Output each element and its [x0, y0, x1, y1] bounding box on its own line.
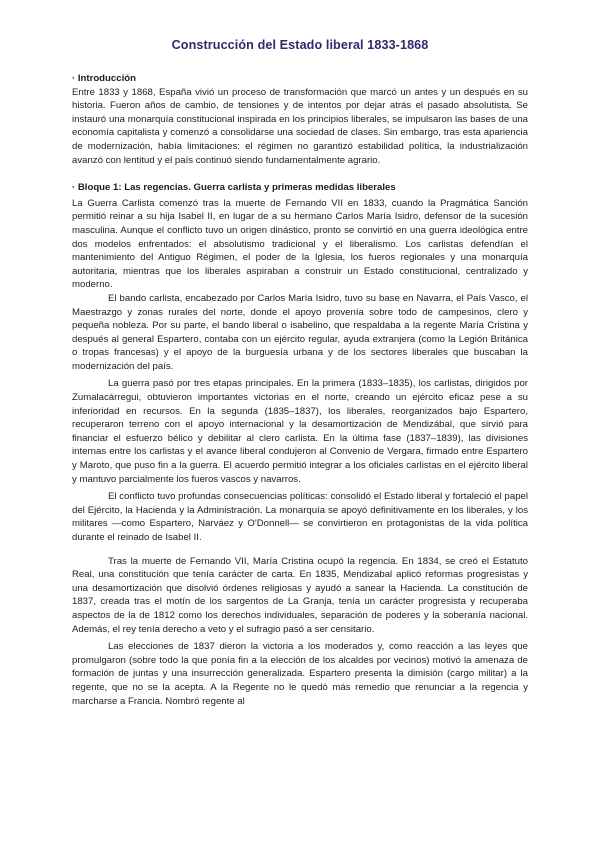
block1-heading: · Bloque 1: Las regencias. Guerra carlista y primeras medidas liberales [72, 182, 396, 194]
intro-heading: · Introducción [72, 73, 136, 84]
body-paragraph-4: El conflicto tuvo profundas consecuencias políticas: consolidó el Estado liberal y fortaleció el papel del Ejército, la Hacienda y la Administración. La monarquía se apoyó definitivamente en los liberales, y los militares —como Espartero, Narváez y O'Donnell— se convirtieron en protagonistas de la vida política durante el reinado de Isabel II. [72, 491, 528, 543]
body-paragraph-1: La Guerra Carlista comenzó tras la muerte de Fernando VII en 1833, cuando la Pragmática Sanción permitió reinar a su hija Isabel II, en lugar de a su hermano Carlos María Isidro, defensor de la sucesión masculina. Aunque el conflicto tuvo un origen dinástico, pronto se convirtió en una guerra ideológica entre dos modelos enfrentados: el absolutismo tradicional y el liberalismo. Los carlistas defendían el mantenimiento del Antiguo Régimen, el poder de la Iglesia, los fueros regionales y una monarquía autoritaria, mientras que los liberales aspiraban a construir un Estado constitucional, centralizado y moderno. [72, 197, 528, 291]
body-paragraph-6: Las elecciones de 1837 dieron la victoria a los moderados y, como reacción a las leyes que promulgaron (sobre todo la que ponía fin a la elección de los alcaldes por vecinos) motivó la amenaza de formación de juntas y una insurrección generalizada. Espartero presenta la dimisión (cargo militar) a la regente, que no se la acepta. A la Regente no le quedó más remedio que renunciar a la regencia y marcharse a Francia. Nombró regente al [72, 641, 528, 707]
intro-paragraph: Entre 1833 y 1868, España vivió un proceso de transformación que marcó un antes y un después en su historia. Fueron años de cambio, de tensiones y de intentos por dejar atrás el pasado absolutista. Se instauró una monarquía constitucional inspirada en los principios liberales, se impulsaron las bases de una economía capitalista y comenzó a consolidarse una sociedad de clases. Sin embargo, tras esta apariencia de modernización, había limitaciones: el régimen no garantizó estabilidad política, la industrialización avanzó con lentitud y el país continuó siendo fundamentalmente agrario. [72, 86, 528, 166]
body-paragraph-3: La guerra pasó por tres etapas principales. En la primera (1833–1835), los carlistas, dirigidos por Zumalacárregui, obtuvieron importantes victorias en el norte, creando un ejército eficaz pese a su inferioridad en recursos. En la segunda (1835–1837), los liberales, reorganizados bajo Espartero, recuperaron terreno con el apoyo internacional y la desamortización de Mendizábal, que sirvió para financiar el esfuerzo bélico y debilitar al clero carlista. En la última fase (1837–1839), las divisiones internas entre los carlistas y el avance liberal condujeron al Convenio de Vergara, firmado entre Espartero y Maroto, que puso fin a la guerra. El acuerdo permitió integrar a los oficiales carlistas en el ejército liberal y mantuvo parcialmente los fueros vascos y navarros. [72, 378, 528, 485]
document-title: Construcción del Estado liberal 1833-1868 [171, 38, 429, 52]
body-paragraph-5: Tras la muerte de Fernando VII, María Cristina ocupó la regencia. En 1834, se creó el Estatuto Real, una constitución que tenía carácter de carta. En 1835, Mendizabal aplicó reformas progresistas y una desamortización que disolvió órdenes religiosas y ayudó a sanear la Hacienda. La constitución de 1837, creada tras el motín de los sargentos de La Granja, tenía un carácter progresista y recuperaba aspectos de la de 1812 como los derechos individuales, separación de poderes y la soberanía nacional. Además, el rey tenía derecho a veto y el sufragio pasó a ser censitario. [72, 555, 528, 635]
body-paragraph-2: El bando carlista, encabezado por Carlos María Isidro, tuvo su base en Navarra, el País Vasco, el Maestrazgo y zonas rurales del norte, donde el apoyo provenía sobre todo de campesinos, clero y pequeña nobleza. Por su parte, el bando liberal o isabelino, que respaldaba a la regente María Cristina y después al general Espartero, contaba con un ejército regular, ayuda extranjera (como la Legión Británica o tropas francesas) y el apoyo de la burguesía urbana y de los sectores liberales que buscaban la modernización del país. [72, 292, 528, 372]
